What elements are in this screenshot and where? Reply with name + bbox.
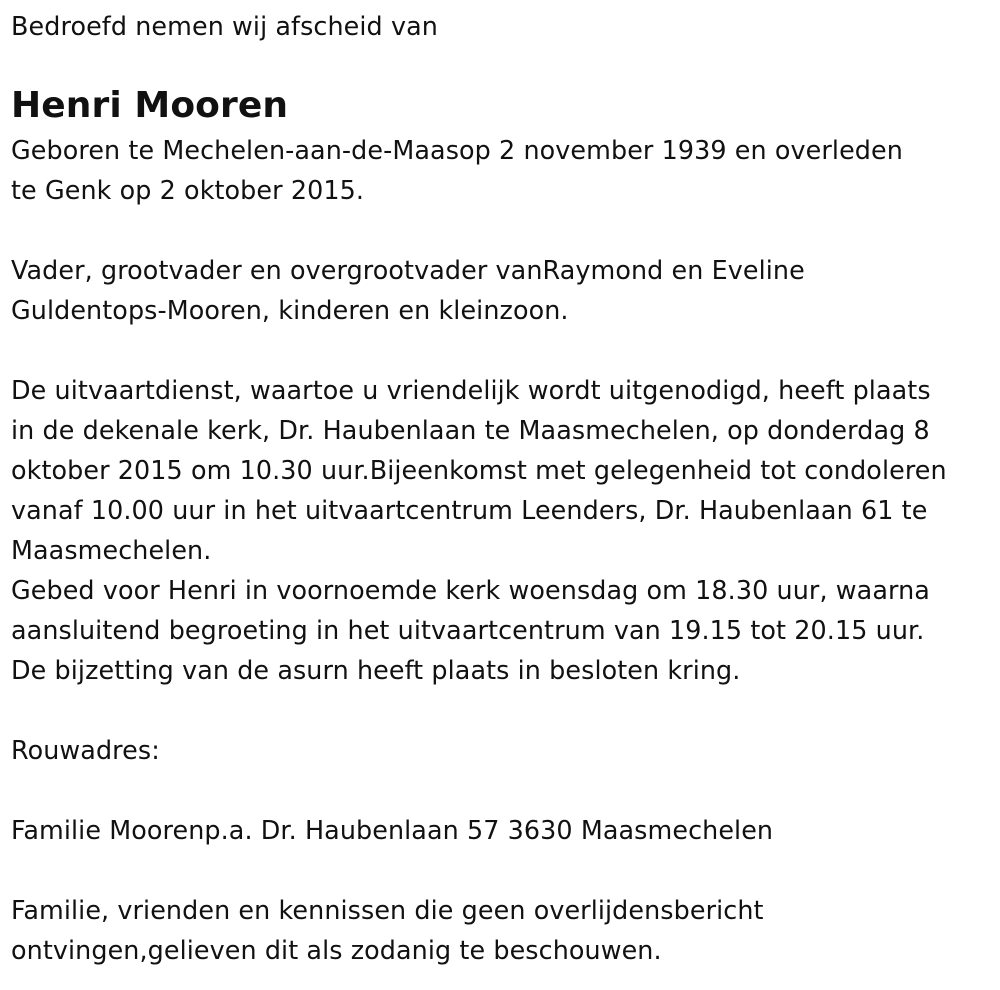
closing-line: Familie, vrienden en kennissen die geen overlijdensbericht — [11, 895, 764, 925]
intro-text: Bedroefd nemen wij afscheid van — [11, 11, 438, 41]
service-line: aansluitend begroeting in het uitvaartcentrum van 19.15 tot 20.15 uur. — [11, 615, 925, 645]
family-paragraph — [11, 250, 986, 330]
paragraph-spacer — [11, 770, 986, 810]
closing-line: ontvingen,gelieven dit als zodanig te beschouwen. — [11, 935, 662, 965]
mourning-address: Familie Moorenp.a. Dr. Haubenlaan 57 3630 Maasmechelen — [11, 815, 774, 845]
paragraph-spacer — [11, 330, 986, 370]
birth-death-line: Geboren te Mechelen-aan-de-Maasop 2 november 1939 en overleden — [11, 135, 903, 165]
service-line: Gebed voor Henri in voornoemde kerk woensdag om 18.30 uur, waarna — [11, 575, 930, 605]
service-line: in de dekenale kerk, Dr. Haubenlaan te Maasmechelen, op donderdag 8 — [11, 415, 930, 445]
paragraph-spacer — [11, 210, 986, 250]
paragraph-spacer — [11, 850, 986, 890]
address-label: Rouwadres: — [11, 735, 160, 765]
birth-death-paragraph — [11, 130, 986, 210]
service-paragraph — [11, 370, 986, 690]
service-line: De uitvaartdienst, waartoe u vriendelijk wordt uitgenodigd, heeft plaats — [11, 375, 931, 405]
paragraph-spacer — [11, 690, 986, 730]
family-line: Vader, grootvader en overgrootvader vanRaymond en Eveline — [11, 255, 805, 285]
family-line: Guldentops-Mooren, kinderen en kleinzoon. — [11, 295, 569, 325]
deceased-name: Henri Mooren — [11, 85, 289, 126]
birth-death-line: te Genk op 2 oktober 2015. — [11, 175, 365, 205]
service-line: vanaf 10.00 uur in het uitvaartcentrum Leenders, Dr. Haubenlaan 61 te — [11, 495, 928, 525]
service-line: Maasmechelen. — [11, 535, 212, 565]
closing-paragraph — [11, 890, 986, 970]
service-line: De bijzetting van de asurn heeft plaats in besloten kring. — [11, 655, 741, 685]
service-line: oktober 2015 om 10.30 uur.Bijeenkomst met gelegenheid tot condoleren — [11, 455, 947, 485]
funeral-notice — [11, 0, 986, 970]
